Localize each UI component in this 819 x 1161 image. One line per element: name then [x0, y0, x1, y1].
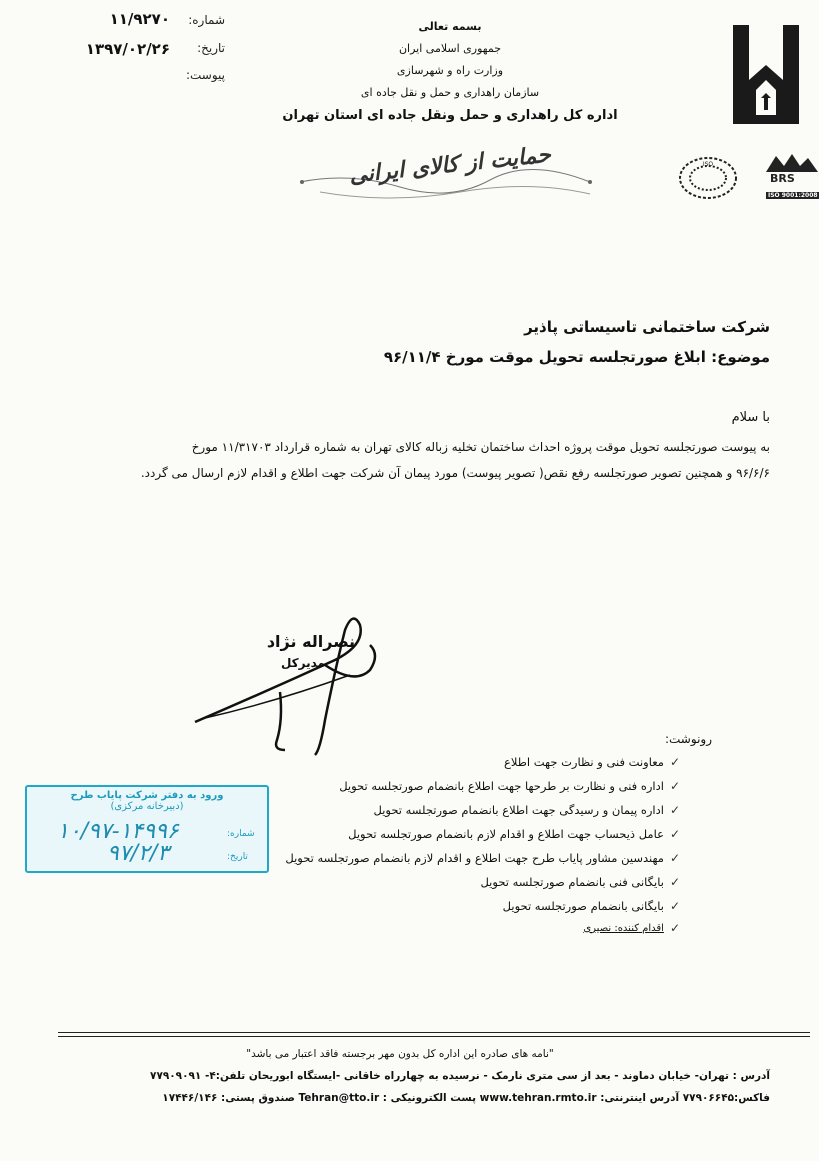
handwritten-signature-icon [185, 600, 395, 770]
cc-item [280, 798, 680, 822]
action-by [280, 918, 680, 938]
received-stamp [25, 785, 269, 873]
ministry-logo-icon [728, 20, 804, 130]
greeting: با سلام [731, 410, 770, 425]
letter-date: ۱۳۹۷/۰۲/۲۶ [85, 40, 170, 58]
recipient: شرکت ساختمانی تاسیساتی پاذیر [524, 318, 770, 336]
cc-item-text: اداره پیمان و رسیدگی جهت اطلاع بانضمام صورتجلسه تحویل [373, 803, 664, 817]
cc-item [280, 846, 680, 870]
check-icon: ✓ [669, 899, 680, 913]
svg-text:ISO: ISO [702, 161, 714, 168]
body-line-1: به پیوست صورتجلسه تحویل موقت پروژه احداث ساختمان تخلیه زباله کالای تهران به شماره قرارداد ۱۱/۳۱۷۰۳ مورخ [191, 440, 770, 454]
stamp-subtitle: (دبیرخانه مرکزی) [110, 801, 184, 812]
cc-item-text: مهندسین مشاور پایاب طرح جهت اطلاع و اقدام لازم بانضمام صورتجلسه تحویل [285, 851, 664, 865]
cc-item [280, 774, 680, 798]
check-icon: ✓ [669, 827, 680, 841]
iso-cert-logo [672, 152, 744, 202]
letter-number: ۱۱/۹۲۷۰ [109, 10, 170, 28]
footer-contact: فاکس:۷۷۹۰۶۶۴۵ آدرس اینترنتی: www.tehran.rmto.ir پست الکترونیکی : Tehran@tto.ir صندوق پستی: ۱۷۴۴۶/۱۴۶ [162, 1092, 770, 1104]
signatory-name: نصراله نژاد [266, 632, 355, 651]
stamp-date: ۹۷/۲/۳ [107, 841, 170, 866]
laurel-icon [672, 152, 744, 202]
header-department: اداره کل راهداری و حمل ونقل جاده ای استان تهران [282, 108, 618, 123]
brs-cert-logo [766, 152, 818, 204]
footer-note: "نامه های صادره این اداره کل بدون مهر برجسته فاقد اعتبار می باشد" [246, 1048, 554, 1060]
cc-item-text: بایگانی بانضمام صورتجلسه تحویل [502, 899, 664, 913]
signature-block [185, 600, 395, 770]
header-ministry: وزارت راه و شهرسازی [396, 64, 504, 77]
cc-list [280, 750, 680, 938]
subject: موضوع: ابلاغ صورتجلسه تحویل موقت مورخ ۹۶/۱۱/۴ [383, 348, 770, 366]
cc-item-text: عامل ذیحساب جهت اطلاع و اقدام لازم بانضمام صورتجلسه تحویل [348, 827, 664, 841]
cc-title: رونوشت: [664, 732, 712, 746]
stamp-date-label: تاریخ: [227, 852, 248, 862]
ministry-logo [728, 20, 804, 130]
cc-item-text: بایگانی فنی بانضمام صورتجلسه تحویل [480, 875, 664, 889]
slogan-text: حمایت از کالای ایرانی [348, 141, 552, 189]
header-organization: سازمان راهداری و حمل و نقل جاده ای [360, 86, 540, 99]
stamp-number-label: شماره: [227, 829, 255, 839]
brs-label: BRS [770, 172, 795, 185]
action-by-text: اقدام کننده: نصیری [583, 922, 664, 934]
cc-item-text: اداره فنی و نظارت بر طرحها جهت اطلاع بانضمام صورتجلسه تحویل [339, 779, 664, 793]
signatory-title: مدیرکل [280, 656, 325, 670]
check-icon: ✓ [669, 779, 680, 793]
stamp-number: ۱۰/۹۷-۱۴۹۹۶ [57, 819, 179, 844]
body-paragraph [60, 434, 770, 486]
check-icon: ✓ [669, 875, 680, 889]
iso-label: ISO 9001:2008 [768, 192, 818, 199]
check-icon: ✓ [669, 803, 680, 817]
check-icon: ✓ [669, 851, 680, 865]
letterhead [270, 20, 630, 130]
slogan-banner [290, 142, 610, 210]
cc-item [280, 822, 680, 846]
number-label: شماره: [188, 13, 225, 27]
footer-divider-top [58, 1032, 810, 1033]
check-icon: ✓ [669, 921, 680, 935]
date-label: تاریخ: [197, 41, 225, 55]
body-line-2: ۹۶/۶/۶ و همچنین تصویر صورتجلسه رفع نقص( تصویر پیوست) مورد پیمان آن شرکت جهت اطلاع و اقدام لازم ارسال می گردد. [140, 466, 770, 480]
cc-item [280, 750, 680, 774]
check-icon: ✓ [669, 755, 680, 769]
header-bismillah: بسمه تعالی [418, 20, 482, 33]
attachment-label: پیوست: [185, 68, 225, 82]
footer-divider-bottom [58, 1036, 810, 1037]
cc-item-text: معاونت فنی و نظارت جهت اطلاع [504, 755, 664, 769]
footer-address: آدرس : تهران- خیابان دماوند - بعد از سی متری نارمک - نرسیده به چهارراه خاقانی -ایستگاه ابوریحان تلفن:۴- ۷۷۹۰۹۰۹۱ [150, 1070, 770, 1082]
header-country: جمهوری اسلامی ایران [398, 42, 502, 55]
stamp-title: ورود به دفتر شرکت پایاب طرح [70, 790, 224, 801]
cc-item [280, 870, 680, 894]
cc-item [280, 894, 680, 918]
